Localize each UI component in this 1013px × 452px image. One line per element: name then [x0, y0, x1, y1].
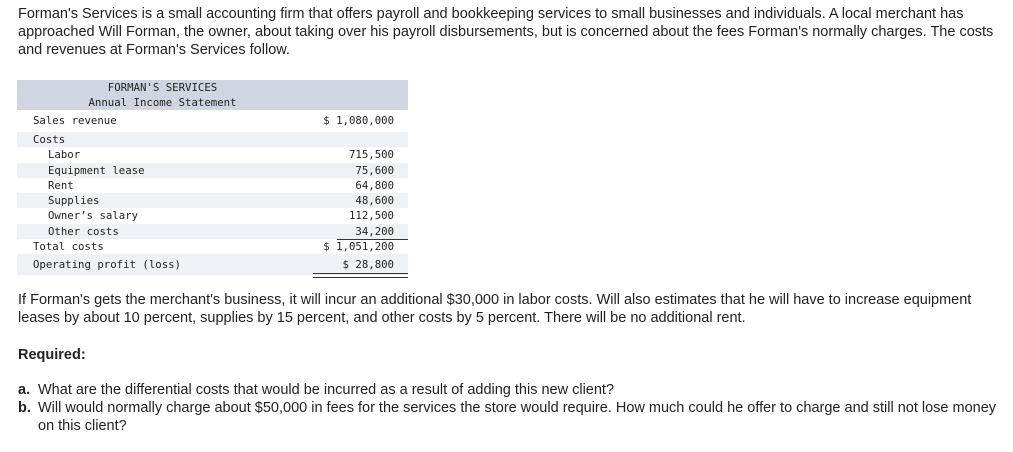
row-label: Owner’s salary [48, 209, 139, 223]
question-letter: a. [18, 382, 31, 398]
question-text: Will would normally charge about $50,000 in fees for the services the store would require. How much could he offer to charge and still not lose money on this client? [38, 400, 997, 434]
additional-costs-paragraph: If Forman's gets the merchant's business, it will incur an additional $30,000 in labor costs. Will also estimates that he will have to increase equipment leases by about 10 percent, supplies by 15 percent, and other costs by 5 percent. There will be no additional rent. [18, 292, 972, 326]
row-label: Operating profit (loss) [33, 258, 181, 272]
row-label: Sales revenue [33, 114, 117, 127]
intro-paragraph: Forman's Services is a small accounting firm that offers payroll and bookkeeping services to small businesses and individuals. A local merchant has approached Will Forman, the owner, about taking over his payroll disbursements, but is concerned about the fees Forman's normally charges. The costs and revenues at Forman's Services follow. [18, 6, 994, 58]
row-value: 75,600 [355, 163, 394, 177]
row-value: $ 1,080,000 [323, 110, 394, 132]
row-label: Equipment lease [48, 163, 145, 177]
statement-title: Annual Income Statement [88, 96, 237, 109]
row-value: 112,500 [348, 209, 394, 223]
row-label: Rent [48, 178, 74, 192]
row-label: Total costs [33, 240, 104, 254]
question-letter: b. [18, 400, 31, 416]
row-label: Supplies [48, 194, 100, 208]
row-label: Costs [33, 133, 66, 146]
question-a [18, 381, 998, 399]
row-label: Other costs [48, 224, 119, 238]
row-value: $ 1,051,200 [323, 240, 394, 254]
question-list [18, 381, 998, 435]
row-other-costs [17, 224, 408, 239]
required-heading: Required: [18, 347, 86, 363]
row-owners-salary [17, 208, 408, 223]
company-name: FORMAN'S SERVICES [107, 81, 218, 94]
row-sales-revenue [17, 110, 408, 132]
row-total-costs [17, 239, 408, 254]
question-text: What are the differential costs that would be incurred as a result of adding this new client? [38, 382, 615, 398]
row-label: Labor [48, 148, 81, 162]
row-equipment-lease [17, 163, 408, 178]
row-operating-profit [17, 254, 408, 275]
row-rent [17, 178, 408, 193]
income-statement-table [17, 80, 408, 275]
row-labor [17, 147, 408, 162]
row-value: $ 28,800 [343, 254, 394, 275]
row-value: 34,200 [355, 224, 394, 238]
row-costs [17, 132, 408, 147]
row-supplies [17, 193, 408, 208]
row-value: 48,600 [355, 194, 394, 208]
question-b [18, 399, 998, 435]
row-value: 64,800 [355, 178, 394, 192]
row-value: 715,500 [348, 148, 394, 162]
statement-header [17, 80, 408, 110]
